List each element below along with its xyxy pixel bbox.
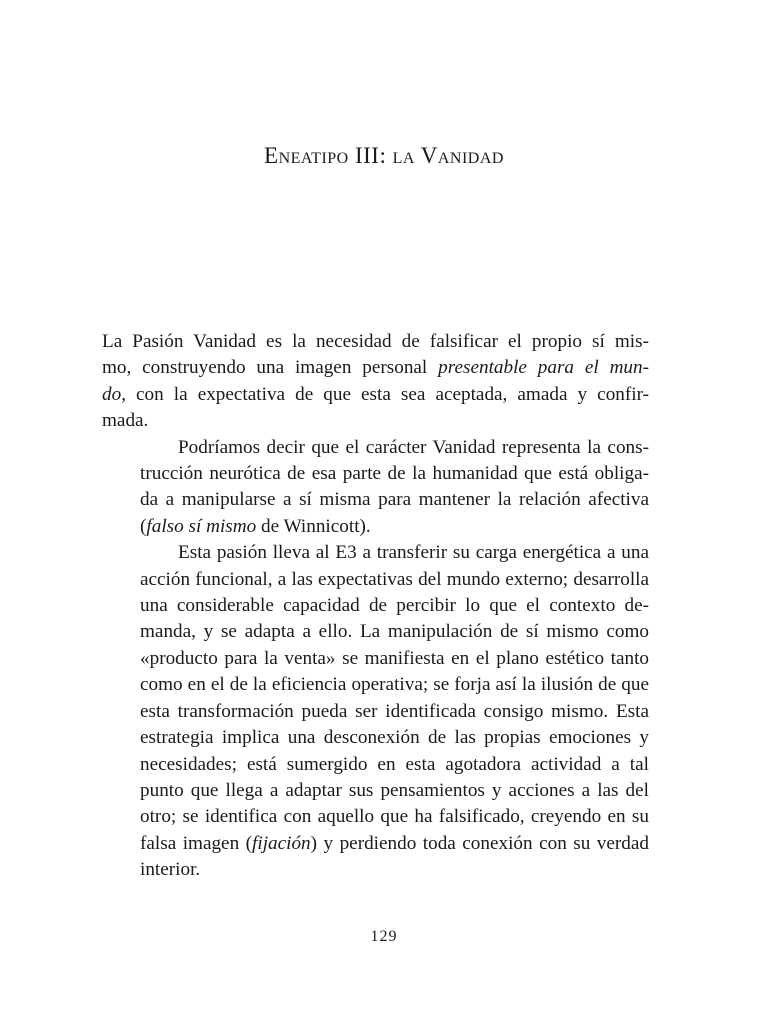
text-line: esta transformación pueda ser identificada consigo mismo. Esta (140, 700, 649, 722)
text-line: punto que llega a adaptar sus pensamientos y acciones a las del (140, 779, 649, 801)
chapter-title: Eneatipo III: la Vanidad (264, 143, 504, 168)
text-line: mada. (102, 410, 149, 432)
text-line: mo, construyendo una imagen personal presentable para el mun- (102, 357, 650, 379)
paragraph (102, 329, 649, 435)
body-text (102, 329, 649, 884)
italic-phrase: fijación (252, 832, 311, 854)
text-line: acción funcional, a las expectativas del mundo externo; desarrolla (140, 568, 649, 590)
text-line: da a manipularse a sí misma para mantener la relación afectiva (140, 489, 649, 511)
text-line: Podríamos decir que el carácter Vanidad representa la cons- (178, 436, 649, 458)
text-line: falsa imagen (fijación) y perdiendo toda conexión con su verdad (140, 832, 649, 854)
paragraph (102, 540, 649, 883)
text-line: interior. (140, 859, 201, 881)
text-line: La Pasión Vanidad es la necesidad de falsificar el propio sí mis- (102, 331, 649, 352)
italic-phrase: falso sí mismo (146, 515, 257, 537)
text-line: manda, y se adapta a ello. La manipulación de sí mismo como (140, 621, 649, 643)
text-line: (falso sí mismo de Winnicott). (140, 515, 371, 537)
italic-phrase: do (102, 383, 122, 405)
text-line: «producto para la venta» se manifiesta en el plano estético tanto (140, 647, 649, 669)
text-line: Esta pasión lleva al E3 a transferir su carga energética a una (178, 542, 649, 564)
text-line: otro; se identifica con aquello que ha falsificado, creyendo en su (140, 806, 649, 828)
text-line: trucción neurótica de esa parte de la humanidad que está obliga- (140, 463, 649, 485)
paragraph (102, 435, 649, 541)
text-line: una considerable capacidad de percibir lo que el contexto de- (140, 595, 649, 617)
italic-phrase: presentable para el mun- (438, 357, 650, 379)
text-line: do, con la expectativa de que esta sea aceptada, amada y confir- (102, 383, 649, 405)
text-line: estrategia implica una desconexión de las propias emociones y (140, 727, 649, 749)
text-line: necesidades; está sumergido en esta agotadora actividad a tal (140, 753, 649, 775)
text-line: como en el de la eficiencia operativa; se forja así la ilusión de que (140, 674, 649, 696)
page-number: 129 (370, 928, 398, 945)
